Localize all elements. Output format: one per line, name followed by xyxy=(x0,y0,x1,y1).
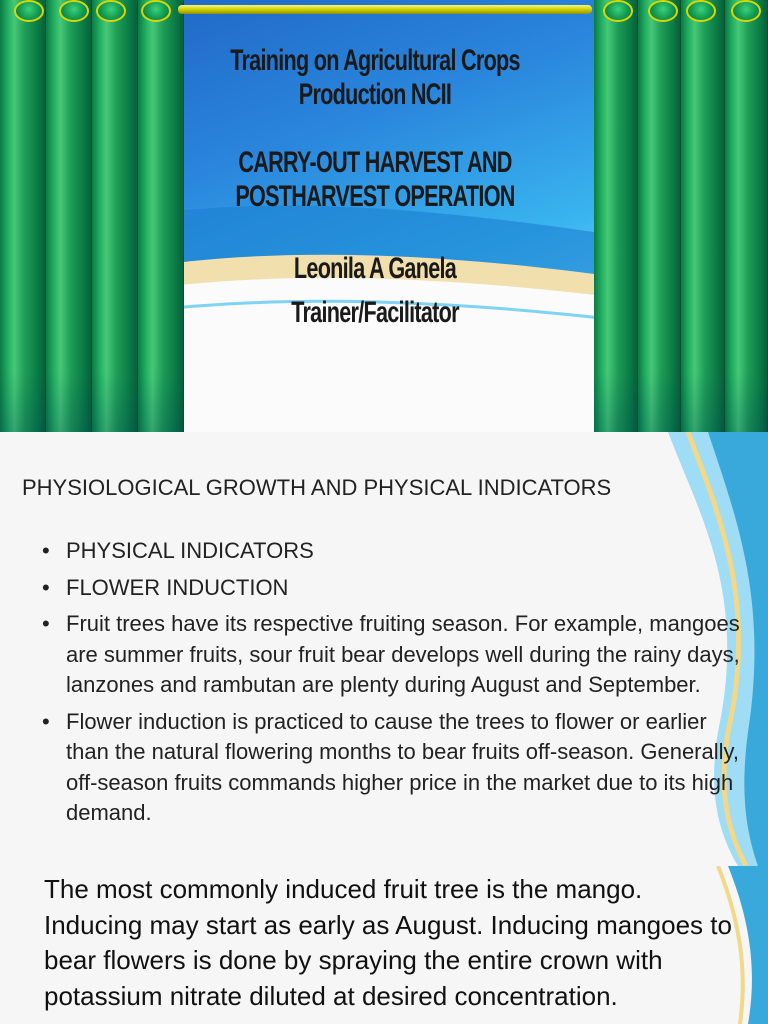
bullet-icon: • xyxy=(42,574,50,600)
bullet-text: Flower induction is practiced to cause the trees to flower or earlier than the natural flowering months to bear fruits off-season. Generally, off-season fruits commands higher price in the market due to its high demand. xyxy=(66,708,739,825)
left-curtain xyxy=(0,0,184,432)
bullet-icon: • xyxy=(42,538,50,563)
slide-body-text: The most commonly induced fruit tree is the mango. Inducing may start as early as August. Inducing mangoes to bear flowers is done by spraying the entire crown with potassium nitrate diluted at desired concentration. xyxy=(44,874,732,1011)
right-curtain xyxy=(594,0,768,432)
curtain-ring-icon xyxy=(648,0,678,22)
curtain-ring-icon xyxy=(686,0,716,22)
curtain-ring-icon xyxy=(59,0,89,22)
curtain-ring-icon xyxy=(141,0,171,22)
bullet-text: FLOWER INDUCTION xyxy=(66,574,289,600)
training-title: Training on Agricultural Crops Production NCII xyxy=(230,44,520,111)
operation-title: CARRY-OUT HARVEST AND POSTHARVEST OPERATION xyxy=(235,146,515,213)
curtain-ring-icon xyxy=(96,0,126,22)
curtain-ring-icon xyxy=(603,0,633,22)
curtain-ring-icon xyxy=(731,0,761,22)
curtain-rod xyxy=(178,5,592,14)
bullet-list xyxy=(42,536,742,835)
bullet-text: Fruit trees have its respective fruiting season. For example, mangoes are summer fruits, sour fruit bear develops well during the rainy days, lanzones and rambutan are plenty during August and September. xyxy=(66,611,740,697)
bullet-icon: • xyxy=(42,611,50,636)
slide-heading: PHYSIOLOGICAL GROWTH AND PHYSICAL INDICATORS xyxy=(22,475,612,500)
list-item xyxy=(42,609,742,701)
trainer-name: Leonila A Ganela xyxy=(293,252,457,285)
mango-induction-slide xyxy=(0,866,768,1024)
list-item xyxy=(42,707,742,829)
title-slide xyxy=(0,0,768,432)
curtain-ring-icon xyxy=(14,0,44,22)
list-item xyxy=(42,573,742,604)
list-item xyxy=(42,536,742,567)
indicators-slide xyxy=(0,432,768,866)
bullet-icon: • xyxy=(42,708,50,734)
trainer-role: Trainer/Facilitator xyxy=(291,296,459,329)
bullet-text: PHYSICAL INDICATORS xyxy=(66,538,314,563)
